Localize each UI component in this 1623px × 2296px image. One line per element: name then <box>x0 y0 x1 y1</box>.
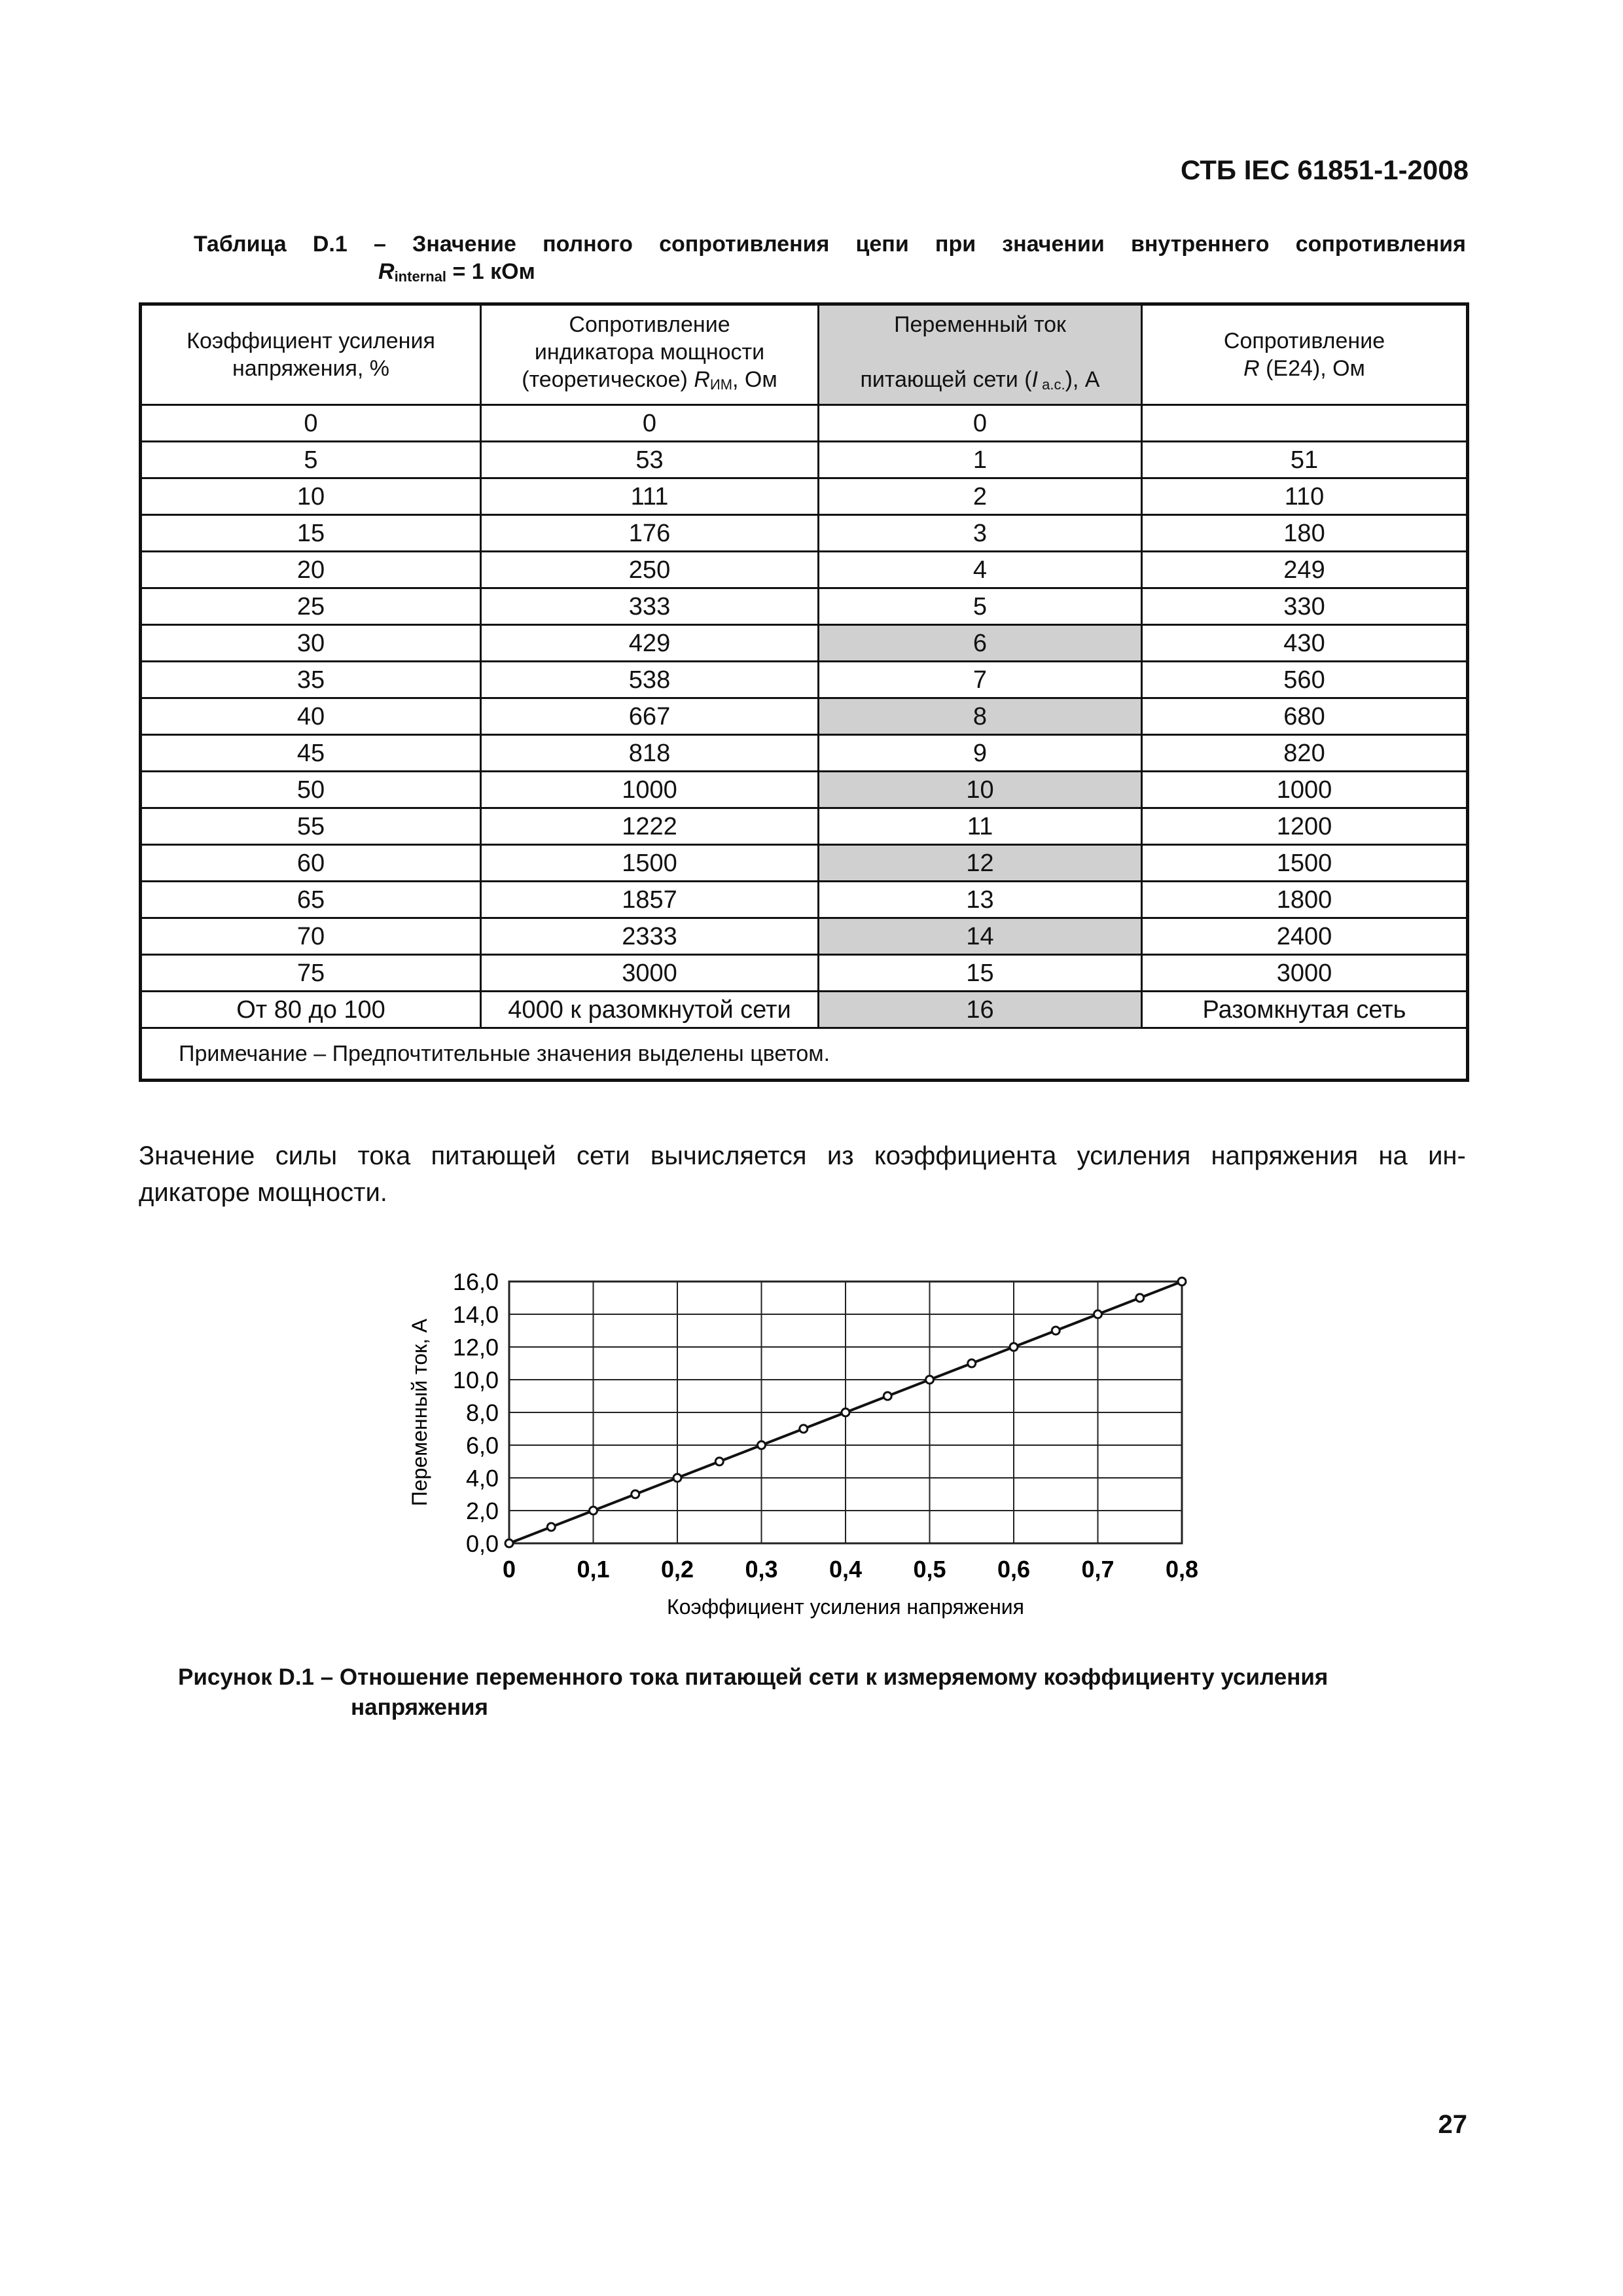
cell-gain: 15 <box>141 515 481 552</box>
cell-indicator-resistance: 429 <box>481 625 819 662</box>
cell-gain: 65 <box>141 882 481 918</box>
y-tick-label: 14,0 <box>452 1301 499 1328</box>
cell-indicator-resistance: 0 <box>481 405 819 442</box>
caption-word: D.1 <box>312 232 348 257</box>
table-row <box>141 845 1468 882</box>
data-point <box>547 1523 555 1531</box>
cell-resistance-e24: 3000 <box>1142 955 1468 992</box>
cell-resistance-e24: 180 <box>1142 515 1468 552</box>
data-point <box>673 1474 681 1482</box>
header-resistance-e24: Сопротивление R (E24), Ом <box>1142 304 1468 405</box>
cell-resistance-e24: 2400 <box>1142 918 1468 955</box>
x-tick-label: 0,4 <box>829 1556 863 1583</box>
caption-word: цепи <box>855 232 909 257</box>
cell-resistance-e24: 560 <box>1142 662 1468 698</box>
document-code: СТБ IEC 61851-1-2008 <box>1180 154 1469 185</box>
table-row <box>141 405 1468 442</box>
caption-word: внутреннего <box>1130 232 1270 257</box>
caption-word: Значение <box>412 232 516 257</box>
cell-indicator-resistance: 176 <box>481 515 819 552</box>
y-tick-label: 2,0 <box>465 1498 499 1524</box>
cell-ac-current: 8 <box>819 698 1142 735</box>
table-caption-line1 <box>194 230 1466 258</box>
cell-ac-current: 11 <box>819 808 1142 845</box>
cell-gain: 45 <box>141 735 481 772</box>
cell-ac-current: 4 <box>819 552 1142 588</box>
cell-gain: От 80 до 100 <box>141 992 481 1028</box>
paragraph-line1 <box>139 1138 1466 1174</box>
cell-resistance-e24: 1800 <box>1142 882 1468 918</box>
caption-word: полного <box>543 232 633 257</box>
cell-gain: 75 <box>141 955 481 992</box>
table-row <box>141 625 1468 662</box>
cell-resistance-e24: 680 <box>1142 698 1468 735</box>
y-tick-label: 6,0 <box>465 1432 499 1459</box>
paragraph-word: вычисляется <box>650 1141 807 1170</box>
cell-ac-current: 7 <box>819 662 1142 698</box>
table-row <box>141 955 1468 992</box>
header-gain: Коэффициент усиления напряжения, % <box>141 304 481 405</box>
cell-indicator-resistance: 667 <box>481 698 819 735</box>
caption-word: сопротивления <box>659 232 830 257</box>
cell-gain: 55 <box>141 808 481 845</box>
paragraph-word: ин- <box>1428 1141 1466 1170</box>
figure-caption-line2: напряжения <box>351 1695 488 1720</box>
cell-gain: 30 <box>141 625 481 662</box>
cell-ac-current: 9 <box>819 735 1142 772</box>
table-row <box>141 588 1468 625</box>
caption-word: значении <box>1002 232 1105 257</box>
x-tick-label: 0,2 <box>660 1556 694 1583</box>
cell-indicator-resistance: 1500 <box>481 845 819 882</box>
cell-gain: 60 <box>141 845 481 882</box>
cell-gain: 0 <box>141 405 481 442</box>
y-tick-label: 10,0 <box>452 1367 499 1393</box>
paragraph-line2: дикаторе мощности. <box>139 1178 387 1207</box>
cell-indicator-resistance: 818 <box>481 735 819 772</box>
cell-ac-current: 15 <box>819 955 1142 992</box>
cell-resistance-e24: 430 <box>1142 625 1468 662</box>
cell-resistance-e24: Разомкнутая сеть <box>1142 992 1468 1028</box>
cell-ac-current: 16 <box>819 992 1142 1028</box>
data-point <box>883 1392 891 1400</box>
data-point <box>715 1458 723 1465</box>
table-note: Примечание – Предпочтительные значения выделены цветом. <box>141 1028 1468 1081</box>
cell-indicator-resistance: 111 <box>481 478 819 515</box>
cell-indicator-resistance: 1857 <box>481 882 819 918</box>
cell-indicator-resistance: 53 <box>481 442 819 478</box>
current-vs-gain-chart <box>393 1250 1257 1630</box>
caption-word: сопротивления <box>1295 232 1466 257</box>
x-axis-label: Коэффициент усиления напряжения <box>667 1595 1024 1619</box>
cell-gain: 5 <box>141 442 481 478</box>
data-point <box>1010 1343 1018 1351</box>
cell-gain: 70 <box>141 918 481 955</box>
data-point <box>842 1408 849 1416</box>
y-tick-label: 8,0 <box>465 1399 499 1426</box>
data-point <box>926 1376 934 1384</box>
table-row <box>141 478 1468 515</box>
paragraph-word: тока <box>357 1141 411 1170</box>
data-point <box>1178 1278 1186 1285</box>
cell-resistance-e24: 1500 <box>1142 845 1468 882</box>
cell-ac-current: 12 <box>819 845 1142 882</box>
paragraph-word: из <box>827 1141 854 1170</box>
table-row <box>141 698 1468 735</box>
y-tick-label: 12,0 <box>452 1334 499 1361</box>
cell-resistance-e24: 1200 <box>1142 808 1468 845</box>
x-tick-label: 0 <box>502 1556 516 1583</box>
cell-ac-current: 10 <box>819 772 1142 808</box>
cell-gain: 20 <box>141 552 481 588</box>
data-point <box>1052 1327 1060 1335</box>
cell-indicator-resistance: 250 <box>481 552 819 588</box>
cell-indicator-resistance: 1222 <box>481 808 819 845</box>
paragraph-word: сети <box>577 1141 630 1170</box>
cell-ac-current: 14 <box>819 918 1142 955</box>
cell-indicator-resistance: 333 <box>481 588 819 625</box>
y-tick-label: 16,0 <box>452 1268 499 1295</box>
table-row <box>141 992 1468 1028</box>
cell-gain: 10 <box>141 478 481 515</box>
table-row <box>141 882 1468 918</box>
table-row <box>141 552 1468 588</box>
table-row <box>141 918 1468 955</box>
data-point <box>590 1507 597 1515</box>
cell-indicator-resistance: 1000 <box>481 772 819 808</box>
paragraph-word: силы <box>275 1141 338 1170</box>
cell-resistance-e24: 249 <box>1142 552 1468 588</box>
table-row <box>141 735 1468 772</box>
cell-ac-current: 13 <box>819 882 1142 918</box>
table-header-row <box>141 304 1468 405</box>
cell-ac-current: 2 <box>819 478 1142 515</box>
cell-resistance-e24: 110 <box>1142 478 1468 515</box>
caption-word: Таблица <box>194 232 287 257</box>
cell-gain: 50 <box>141 772 481 808</box>
cell-resistance-e24 <box>1142 405 1468 442</box>
x-tick-label: 0,8 <box>1165 1556 1199 1583</box>
data-point <box>632 1490 639 1498</box>
cell-ac-current: 6 <box>819 625 1142 662</box>
cell-resistance-e24: 330 <box>1142 588 1468 625</box>
x-tick-label: 0,3 <box>745 1556 778 1583</box>
y-tick-label: 4,0 <box>465 1465 499 1492</box>
data-point <box>968 1359 976 1367</box>
cell-indicator-resistance: 538 <box>481 662 819 698</box>
table-row <box>141 515 1468 552</box>
caption-word: – <box>373 232 386 257</box>
table-note-row <box>141 1028 1468 1081</box>
paragraph-word: коэффициента <box>874 1141 1057 1170</box>
y-axis-label: Переменный ток, А <box>408 1318 431 1507</box>
cell-ac-current: 5 <box>819 588 1142 625</box>
table-row <box>141 442 1468 478</box>
header-ac-current: Переменный ток питающей сети (I $_{a.c.}$), А <box>819 304 1142 405</box>
figure-caption <box>178 1662 1466 1723</box>
paragraph-word: Значение <box>139 1141 255 1170</box>
header-indicator-resistance: Сопротивление индикатора мощности (теоретическое) $R_{ИМ}$, Ом <box>481 304 819 405</box>
cell-resistance-e24: 820 <box>1142 735 1468 772</box>
cell-gain: 25 <box>141 588 481 625</box>
table-caption <box>194 230 1466 291</box>
data-point <box>758 1441 766 1449</box>
cell-ac-current: 0 <box>819 405 1142 442</box>
paragraph-word: усиления <box>1077 1141 1191 1170</box>
cell-ac-current: 3 <box>819 515 1142 552</box>
x-tick-label: 0,5 <box>913 1556 946 1583</box>
y-tick-label: 0,0 <box>465 1530 499 1557</box>
paragraph-word: питающей <box>431 1141 556 1170</box>
data-point <box>505 1539 513 1547</box>
cell-gain: 40 <box>141 698 481 735</box>
data-point <box>1094 1310 1102 1318</box>
paragraph-word: на <box>1378 1141 1408 1170</box>
cell-ac-current: 1 <box>819 442 1142 478</box>
cell-resistance-e24: 1000 <box>1142 772 1468 808</box>
body-paragraph <box>139 1138 1466 1211</box>
cell-resistance-e24: 51 <box>1142 442 1468 478</box>
table-row <box>141 772 1468 808</box>
caption-word: при <box>935 232 976 257</box>
cell-indicator-resistance: 4000 к разомкнутой сети <box>481 992 819 1028</box>
impedance-table <box>139 302 1469 1082</box>
paragraph-word: напряжения <box>1211 1141 1359 1170</box>
data-point <box>800 1425 808 1433</box>
data-point <box>1136 1294 1144 1302</box>
figure-caption-line1: Рисунок D.1 – Отношение переменного тока питающей сети к измеряемому коэффициенту усиления <box>178 1664 1329 1690</box>
table-row <box>141 808 1468 845</box>
cell-indicator-resistance: 2333 <box>481 918 819 955</box>
cell-indicator-resistance: 3000 <box>481 955 819 992</box>
x-tick-label: 0,1 <box>577 1556 610 1583</box>
page-number: 27 <box>1438 2110 1467 2139</box>
x-tick-label: 0,6 <box>997 1556 1031 1583</box>
table-row <box>141 662 1468 698</box>
table-caption-line2: $R_{internal} = 1$ кОм <box>378 259 535 285</box>
cell-gain: 35 <box>141 662 481 698</box>
x-tick-label: 0,7 <box>1081 1556 1115 1583</box>
